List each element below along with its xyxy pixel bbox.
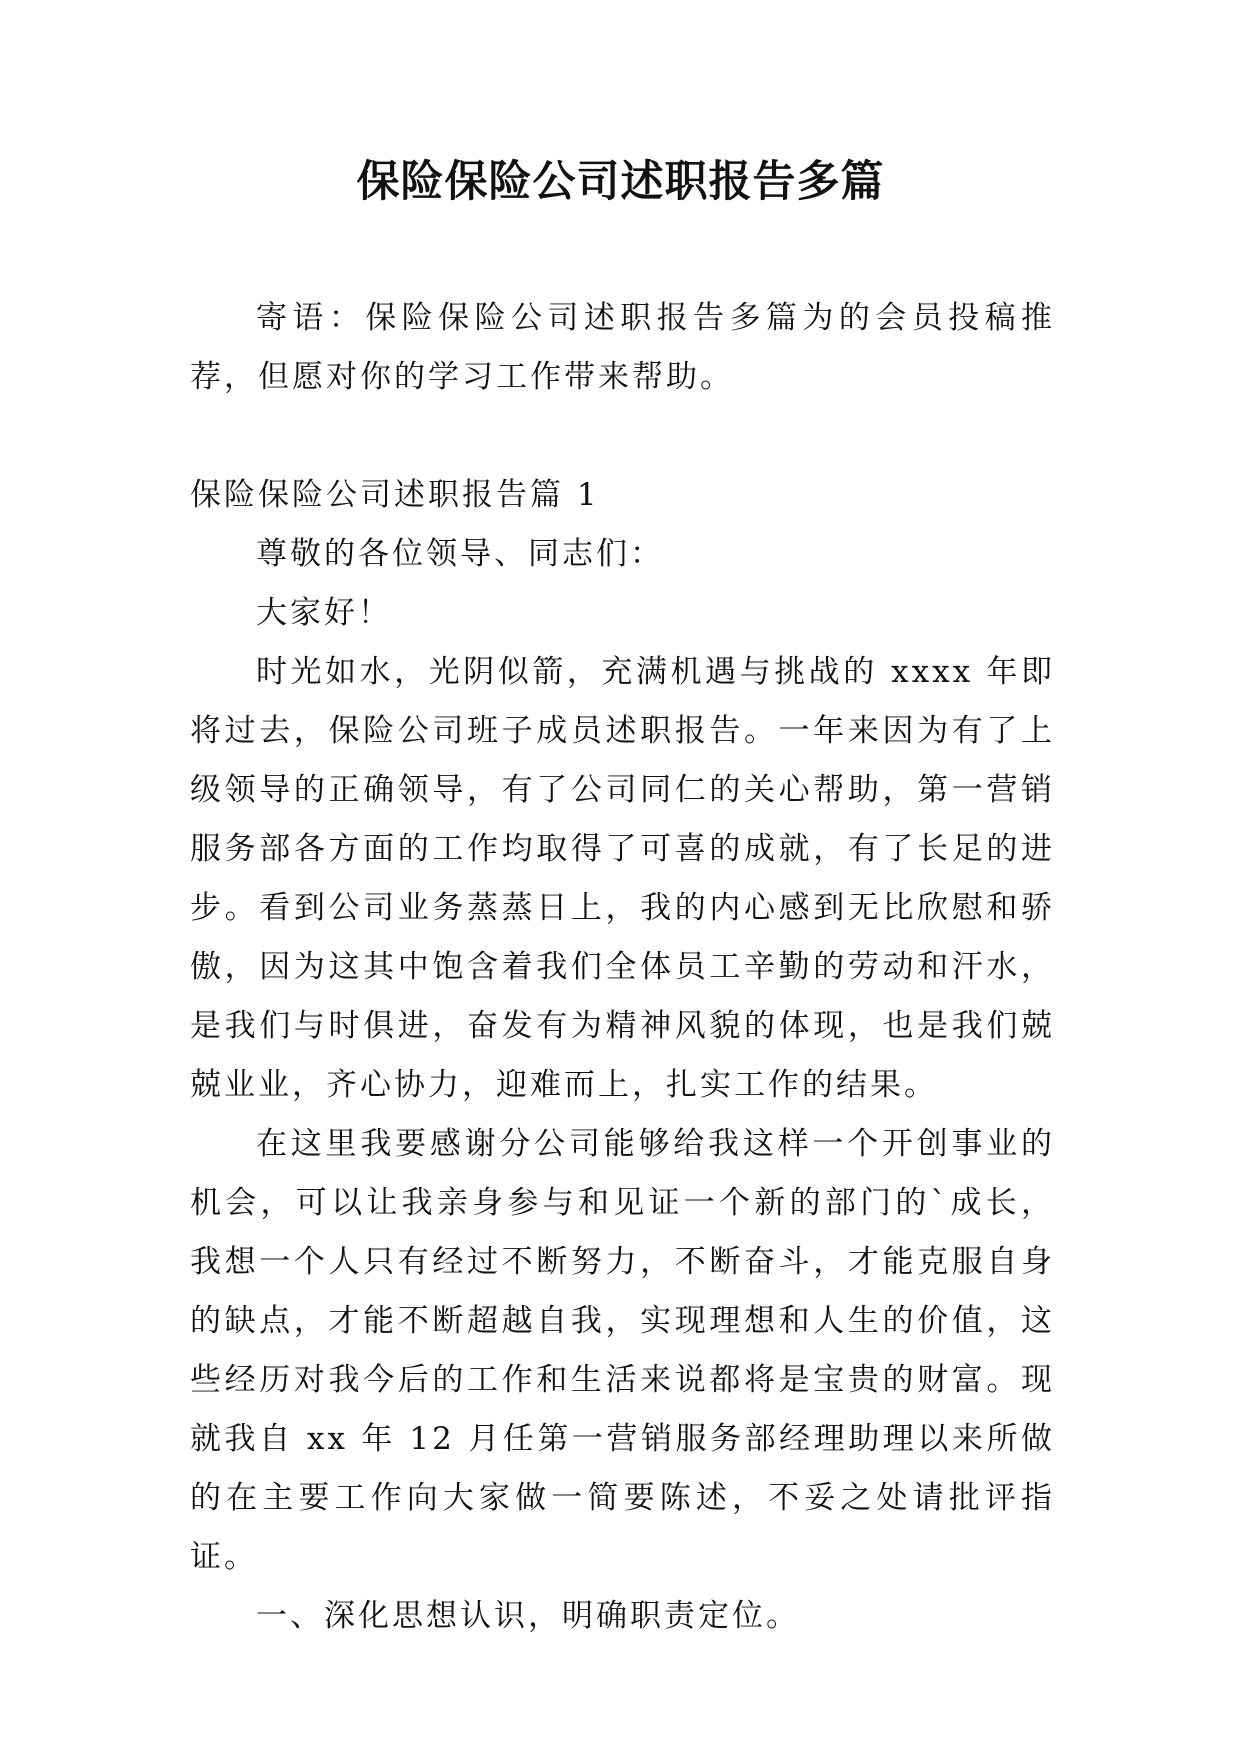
document-body (190, 289, 1055, 1646)
section-heading: 保险保险公司述职报告篇 1 (190, 477, 600, 513)
body-paragraph: 时光如水，光阴似箭，充满机遇与挑战的 xxxx 年即将过去，保险公司班子成员述职报告。一年来因为有了上级领导的正确领导，有了公司同仁的关心帮助，第一营销服务部各方面的工作均取得了可喜的成就，有了长足的进步。看到公司业务蒸蒸日上，我的内心感到无比欣慰和骄傲，因为这其中饱含着我们全体员工辛勤的劳动和汗水，是我们与时俱进，奋发有为精神风貌的体现，也是我们兢兢业业，齐心协力，迎难而上，扎实工作的结果。 (190, 654, 1055, 1103)
subsection-heading: 一、深化思想认识，明确职责定位。 (256, 1598, 800, 1634)
intro-paragraph: 寄语：保险保险公司述职报告多篇为的会员投稿推荐，但愿对你的学习工作带来帮助。 (190, 300, 1055, 395)
document-title: 保险保险公司述职报告多篇 (356, 157, 885, 207)
greeting: 大家好！ (256, 595, 392, 631)
body-paragraph: 在这里我要感谢分公司能够给我这样一个开创事业的机会，可以让我亲身参与和见证一个新的部门的`成长，我想一个人只有经过不断努力，不断奋斗，才能克服自身的缺点，才能不断超越自我，实现理想和人生的价值，这些经历对我今后的工作和生活来说都将是宝贵的财富。现就我自 xx 年 12 月任第一营销服务部经理助理以来所做的在主要工作向大家做一简要陈述，不妥之处请批评指证。 (190, 1126, 1055, 1575)
salutation: 尊敬的各位领导、同志们： (256, 536, 664, 572)
